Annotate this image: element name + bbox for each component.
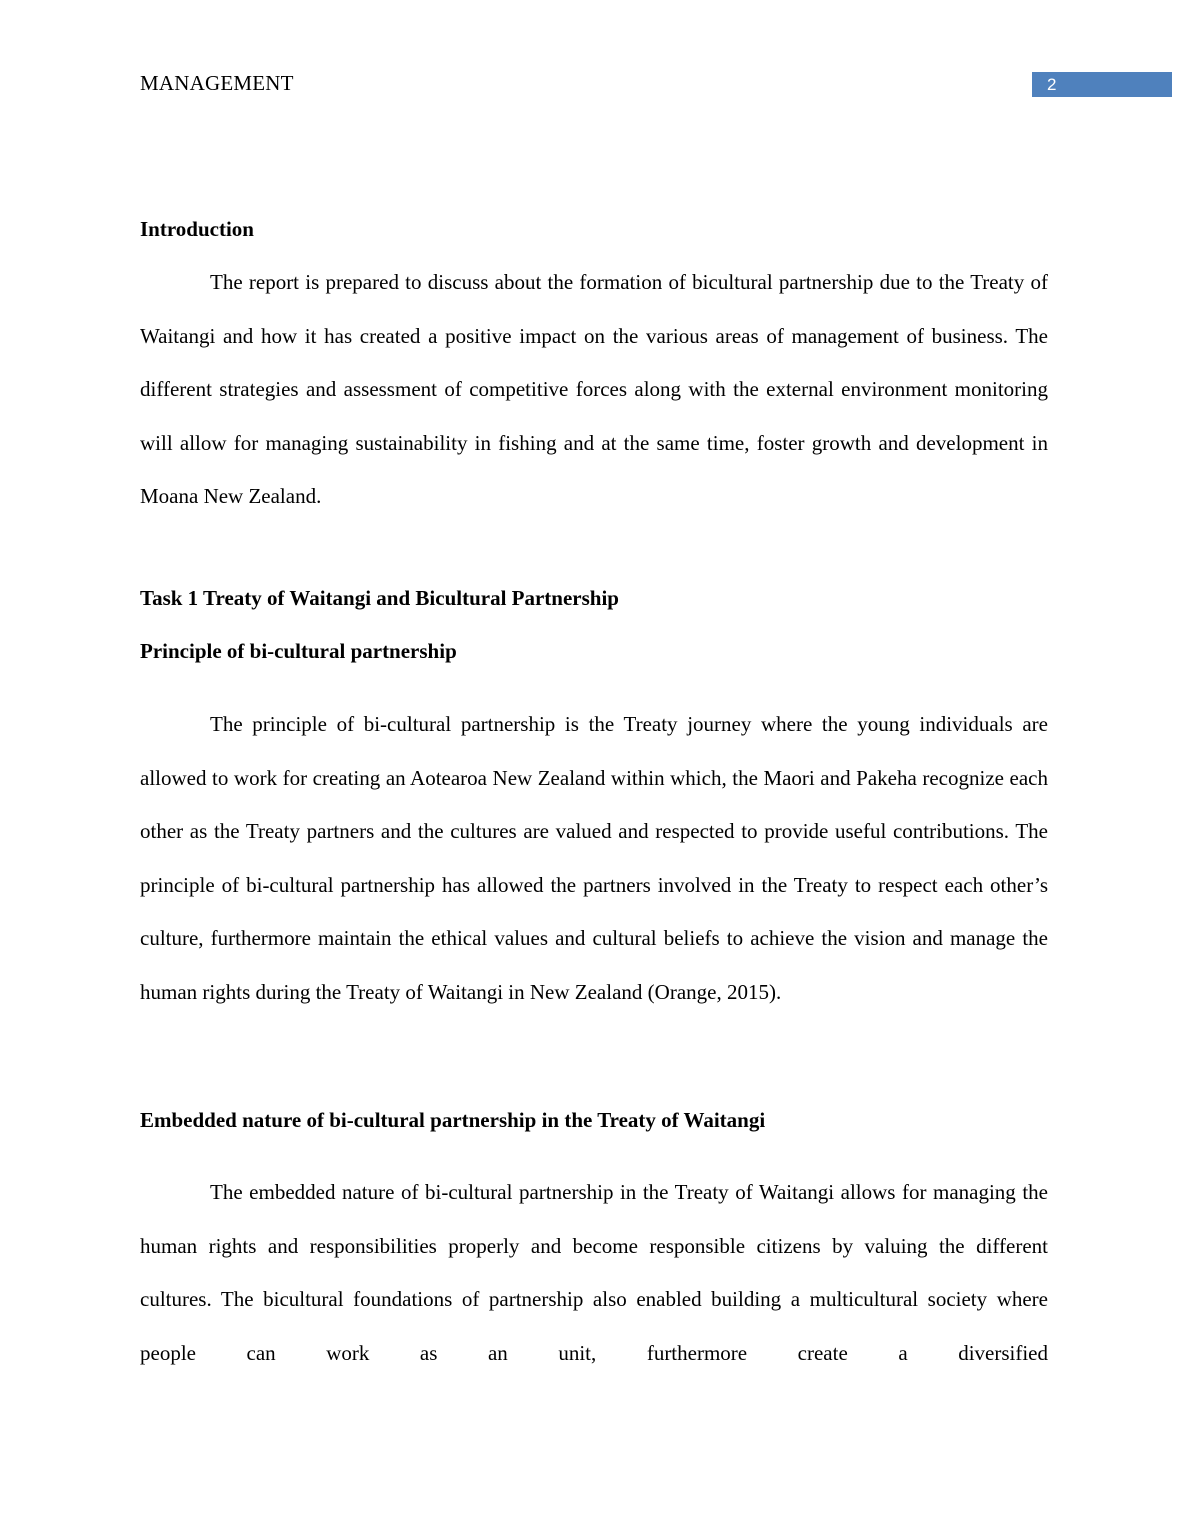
page-number: 2 [1047, 75, 1057, 94]
running-header-title: MANAGEMENT [140, 71, 294, 95]
heading-introduction: Introduction [140, 217, 254, 241]
heading-embedded-nature: Embedded nature of bi-cultural partnership in the Treaty of Waitangi [140, 1108, 766, 1132]
paragraph-embedded-nature: The embedded nature of bi-cultural partnership in the Treaty of Waitangi allows for managing the human rights and responsibilities properly and become responsible citizens by valuing the different cultures. The bicultural foundations of partnership also enabled building a multicultural society where people can work as an unit, furthermore create a diversified [140, 1180, 1048, 1365]
paragraph-introduction: The report is prepared to discuss about the formation of bicultural partnership due to the Treaty of Waitangi and how it has created a positive impact on the various areas of management of business. The different strategies and assessment of competitive forces along with the external environment monitoring will allow for managing sustainability in fishing and at the same time, foster growth and development in Moana New Zealand. [140, 270, 1048, 509]
heading-task-1: Task 1 Treaty of Waitangi and Bicultural Partnership [140, 586, 619, 610]
page-number-badge [1032, 72, 1172, 97]
paragraph-principle: The principle of bi-cultural partnership is the Treaty journey where the young individuals are allowed to work for creating an Aotearoa New Zealand within which, the Maori and Pakeha recognize each other as the Treaty partners and the cultures are valued and respected to provide useful contributions. The principle of bi-cultural partnership has allowed the partners involved in the Treaty to respect each other’s culture, furthermore maintain the ethical values and cultural beliefs to achieve the vision and manage the human rights during the Treaty of Waitangi in New Zealand (Orange, 2015). [140, 712, 1048, 1004]
heading-principle: Principle of bi-cultural partnership [140, 639, 457, 663]
